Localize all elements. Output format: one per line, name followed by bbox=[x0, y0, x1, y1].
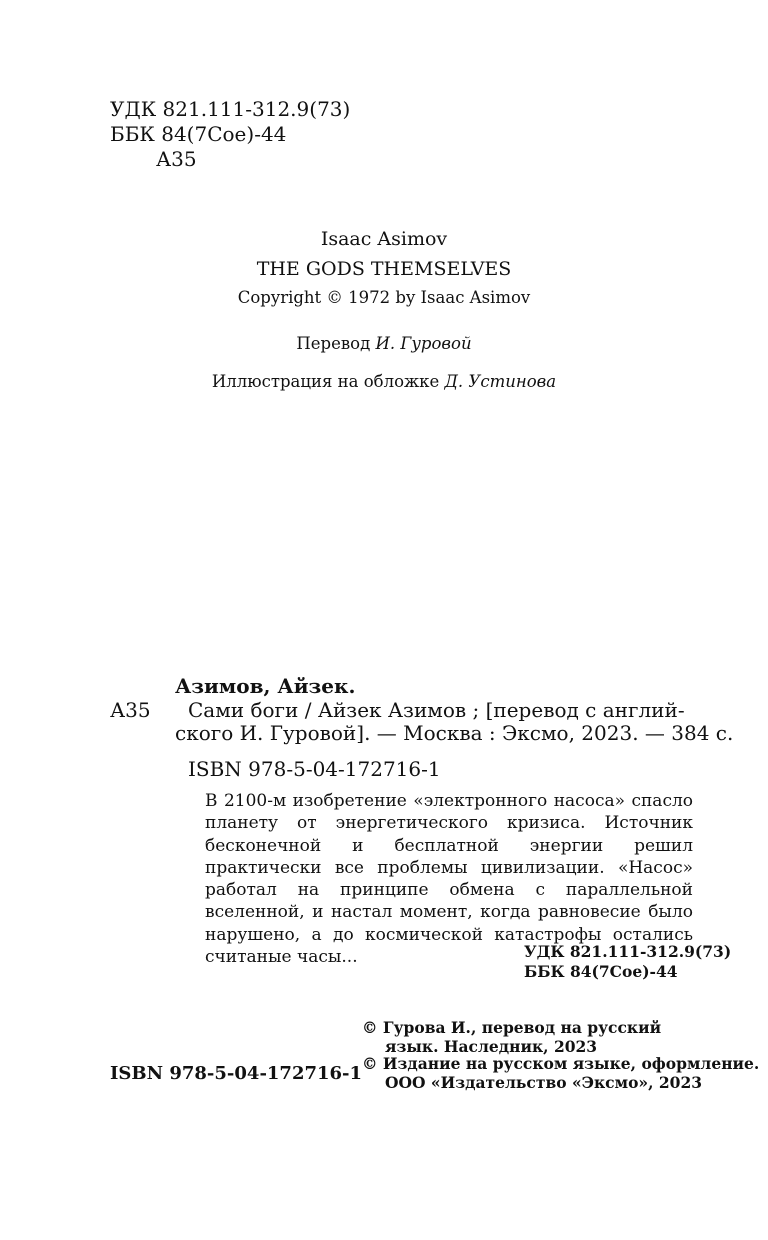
illustrator-name: Д. Устинова bbox=[444, 372, 557, 391]
bbk-code: ББК 84(7Сое)-44 bbox=[110, 122, 287, 146]
copyright-translation-line2: язык. Наследник, 2023 bbox=[385, 1037, 598, 1056]
catalog-desc-line2: ского И. Гуровой]. — Москва : Эксмо, 2023. — 384 с. bbox=[175, 721, 734, 745]
catalog-mark: А35 bbox=[110, 698, 151, 722]
footer-isbn: ISBN 978-5-04-172716-1 bbox=[110, 1063, 363, 1084]
original-author: Isaac Asimov bbox=[320, 228, 448, 250]
translation-credit bbox=[0, 332, 768, 356]
udk-code: УДК 821.111-312.9(73) bbox=[110, 97, 351, 121]
catalog-desc-line1: Сами боги / Айзек Азимов ; [перевод с англий- bbox=[188, 698, 685, 722]
catalog-bbk: ББК 84(7Сое)-44 bbox=[524, 962, 678, 981]
translator-name: И. Гуровой bbox=[375, 334, 472, 353]
catalog-udk: УДК 821.111-312.9(73) bbox=[524, 942, 732, 961]
catalog-heading: Азимов, Айзек. bbox=[175, 674, 356, 698]
copyright-edition-line1: © Издание на русском языке, оформление. bbox=[362, 1054, 760, 1073]
illustration-credit bbox=[0, 370, 768, 394]
translation-label: Перевод bbox=[296, 334, 371, 353]
original-title: THE GODS THEMSELVES bbox=[256, 258, 512, 280]
catalog-isbn: ISBN 978-5-04-172716-1 bbox=[188, 757, 441, 781]
original-copyright: Copyright © 1972 by Isaac Asimov bbox=[237, 288, 531, 307]
copyright-edition-line2: ООО «Издательство «Эксмо», 2023 bbox=[385, 1073, 703, 1092]
illustration-label: Иллюстрация на обложке bbox=[211, 372, 440, 391]
annotation-text: В 2100-м изобретение «электронного насоса» спасло планету от энергетического кризиса. Источник бесконечной и бесплатной энергии решил практически все проблемы цивилизации. «Насос» работал на принципе обмена с параллельной вселенной, и настал момент, когда равновесие было нарушено, а до космической катастрофы остались считаные часы... bbox=[205, 791, 693, 968]
author-mark: А35 bbox=[156, 147, 197, 171]
copyright-translation-line1: © Гурова И., перевод на русский bbox=[362, 1018, 662, 1037]
